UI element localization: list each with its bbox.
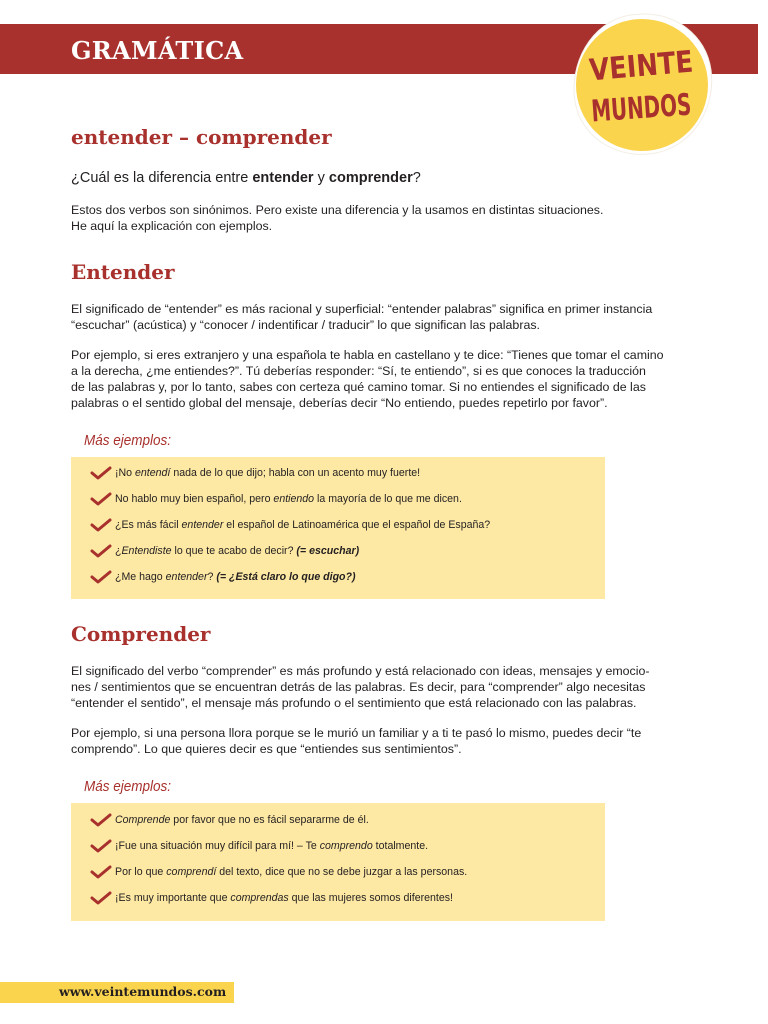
question [71,168,421,188]
example-item: ¡Es muy importante que comprendas que las mujeres somos diferentes! [91,889,453,907]
checkmark-icon [91,865,115,879]
entender-paragraph-2 [71,347,691,411]
paragraph-line: nes / sentimientos que se encuentran detrás de las palabras. Es decir, para “comprender” algo necesitas [71,680,646,694]
paragraph-line: de las palabras y, por lo tanto, sabes con certeza qué camino tomar. Si no entiendes el significado de las [71,380,646,394]
question-pre: ¿Cuál es la diferencia entre [71,170,253,186]
checkmark-icon [91,544,115,558]
paragraph-line: Por ejemplo, si eres extranjero y una española te habla en castellano y te dice: “Tienes que tomar el camino [71,348,664,362]
paragraph-line: Por ejemplo, si una persona llora porque se le murió un familiar y a ti te pasó lo mismo, puedes decir “te [71,726,642,740]
example-note: (= escuchar) [296,545,360,558]
intro-line: Estos dos verbos son sinónimos. Pero existe una diferencia y la usamos en distintas situaciones. [71,203,604,217]
example-item: Comprende por favor que no es fácil separarme de él. [91,811,369,829]
example-item: ¡No entendí nada de lo que dijo; habla con un acento muy fuerte! [91,464,420,482]
header-title: GRAMÁTICA [71,36,244,65]
paragraph-line: “escuchar” (acústica) y “conocer / indentificar / traducir” lo que significan las palabras. [71,318,540,332]
checkmark-icon [91,466,115,480]
example-item: Por lo que comprendí del texto, dice que no se debe juzgar a las personas. [91,863,467,881]
logo-image [570,10,744,158]
checkmark-icon [91,492,115,506]
question-word-comprender: comprender [328,170,413,186]
comprender-examples-heading: Más ejemplos: [84,778,172,795]
footer-website-link[interactable]: www.veintemundos.com [59,984,227,999]
veintemundos-logo [570,10,744,158]
example-note: (= ¿Está claro lo que digo?) [216,571,356,584]
checkmark-icon [91,570,115,584]
paragraph-line: palabras o el sentido global del mensaje, deberías decir “No entiendo, puedes repetirlo por favor”. [71,396,608,410]
intro-line: He aquí la explicación con ejemplos. [71,219,273,233]
example-item: ¿Me hago entender? (= ¿Está claro lo que digo?) [91,568,356,586]
entender-examples-heading: Más ejemplos: [84,432,172,449]
entender-examples-box [71,457,605,599]
example-item: ¿Entendiste lo que te acabo de decir? (= escuchar) [91,542,359,560]
example-item: ¡Fue una situación muy difícil para mí! – Te comprendo totalmente. [91,837,428,855]
question-mid: y [313,170,329,186]
page-title: entender – comprender [71,125,332,149]
checkmark-icon [91,813,115,827]
checkmark-icon [91,891,115,905]
question-post: ? [412,170,421,186]
comprender-examples-box [71,803,605,921]
section-title-entender: Entender [71,260,175,284]
entender-paragraph-1 [71,301,691,333]
example-item: ¿Es más fácil entender el español de Latinoamérica que el español de España? [91,516,490,534]
section-title-comprender: Comprender [71,622,211,646]
comprender-paragraph-2 [71,725,691,757]
question-word-entender: entender [252,170,314,186]
paragraph-line: “entender el sentido”, el mensaje más profundo o el sentimiento que está relacionado con las palabras. [71,696,637,710]
paragraph-line: El significado de “entender” es más racional y superficial: “entender palabras” significa en primer instancia [71,302,653,316]
logo-line1: VEINTE [587,43,712,89]
intro-paragraph [71,202,691,234]
checkmark-icon [91,518,115,532]
paragraph-line: comprendo”. Lo que quieres decir es que “entiendes sus sentimientos”. [71,742,462,756]
checkmark-icon [91,839,115,853]
paragraph-line: El significado del verbo “comprender” es más profundo y está relacionado con ideas, mensajes y emocio- [71,664,650,678]
logo-line2: MUNDOS [590,83,744,130]
paragraph-line: a la derecha, ¿me entiendes?”. Tú deberías responder: “Sí, te entiendo”, si es que conoces la traducción [71,364,646,378]
comprender-paragraph-1 [71,663,691,711]
example-item: No hablo muy bien español, pero entiendo la mayoría de lo que me dicen. [91,490,462,508]
